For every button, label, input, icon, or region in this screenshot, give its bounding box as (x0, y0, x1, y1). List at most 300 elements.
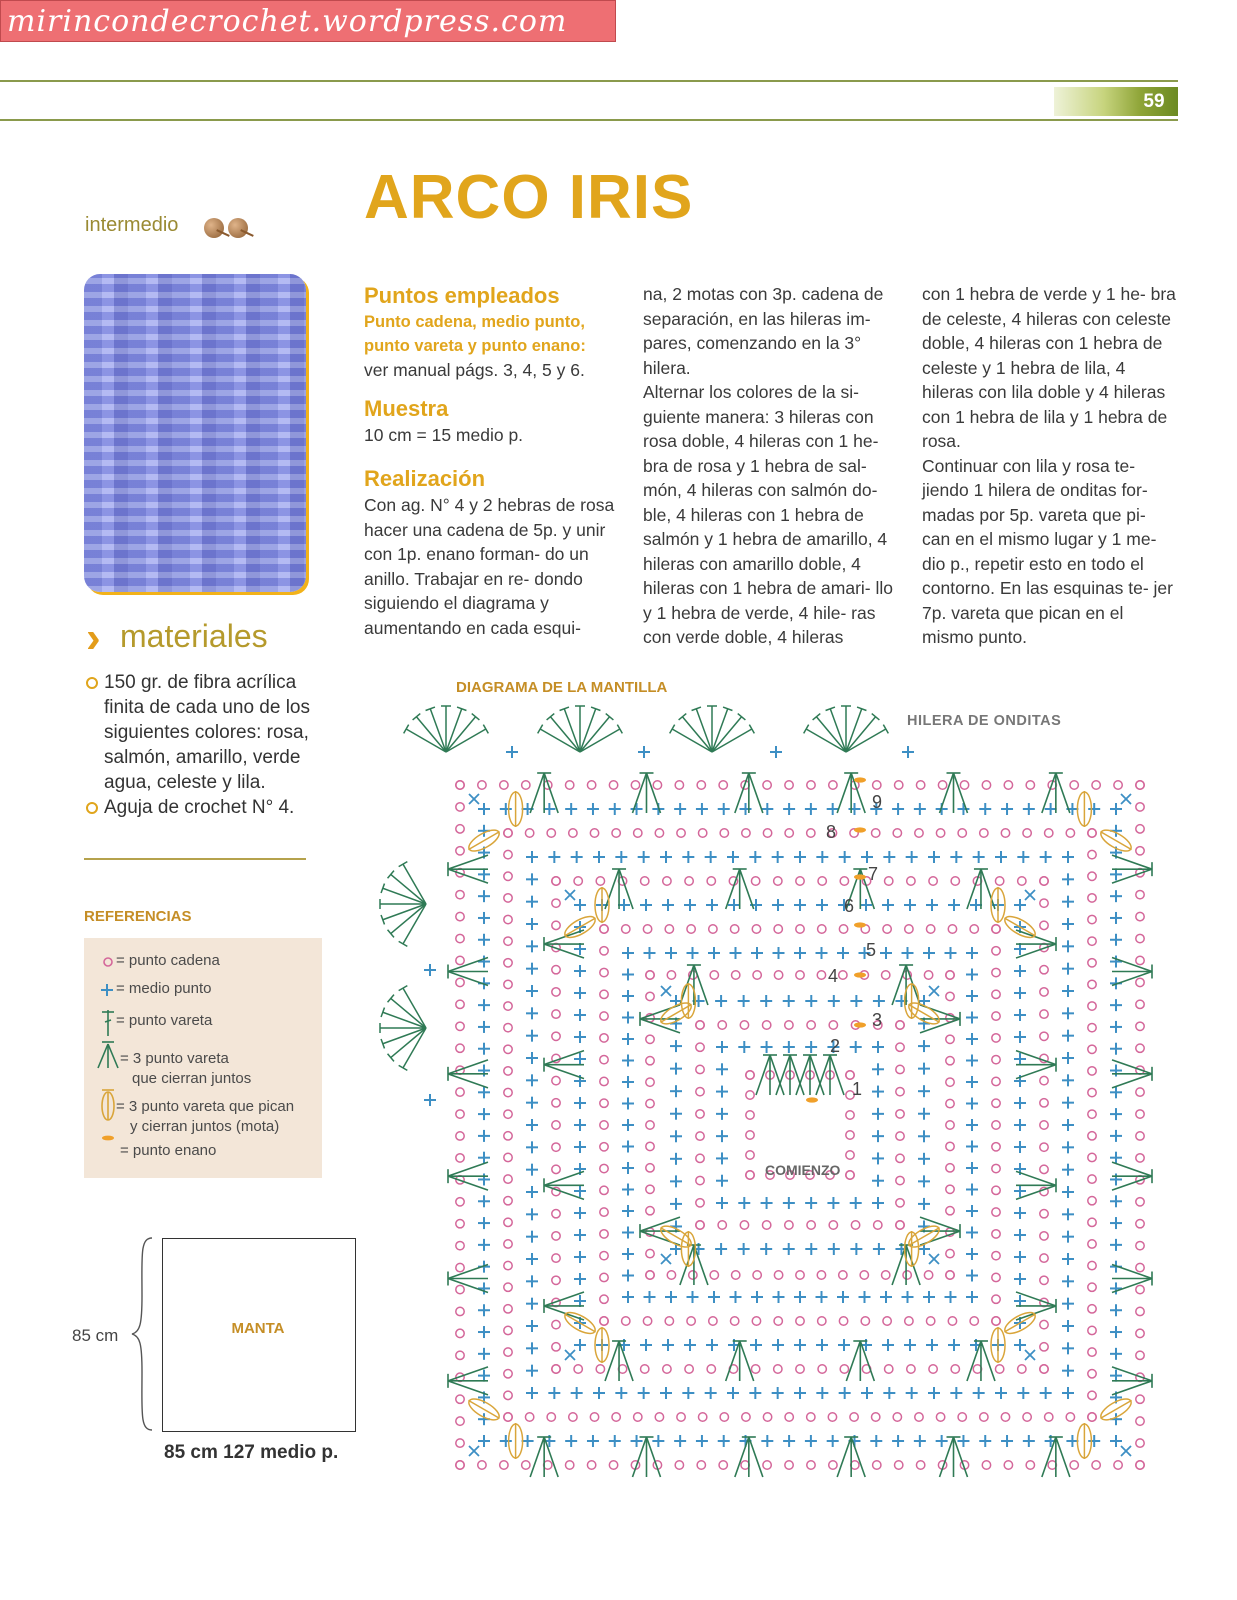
single-crochet-mark (902, 746, 914, 758)
chain-stitch (1040, 1143, 1048, 1151)
chain-stitch (992, 1121, 1000, 1129)
single-crochet-mark (478, 1021, 490, 1033)
chain-stitch (896, 1065, 904, 1073)
chain-stitch (456, 1351, 464, 1359)
chain-stitch (456, 1022, 464, 1030)
single-crochet-mark (1110, 868, 1122, 880)
single-crochet-mark (966, 1012, 978, 1024)
single-crochet-mark (872, 1130, 884, 1142)
chain-stitch (992, 968, 1000, 976)
chain-stitch (915, 829, 923, 837)
chain-stitch (1136, 803, 1144, 811)
single-crochet-mark (622, 1205, 634, 1217)
chain-stitch (552, 1165, 560, 1173)
chain-stitch (763, 829, 771, 837)
chain-stitch (1114, 1461, 1122, 1469)
single-crochet-mark (1040, 1387, 1052, 1399)
single-crochet-mark (827, 1435, 839, 1447)
single-crochet-mark (966, 1205, 978, 1217)
chain-stitch (839, 971, 847, 979)
chain-stitch (1136, 1417, 1144, 1425)
single-crochet-mark (772, 899, 784, 911)
single-crochet-mark (761, 1435, 773, 1447)
dc3tog-stitch (726, 869, 754, 909)
slip-stitch (854, 1022, 866, 1027)
chain-stitch (646, 1121, 654, 1129)
chain-stitch (1136, 912, 1144, 920)
single-crochet-mark (873, 995, 885, 1007)
chain-stitch (1040, 899, 1048, 907)
chain-stitch (850, 1413, 858, 1421)
chain-stitch (665, 1317, 673, 1325)
single-crochet-mark (574, 1097, 586, 1109)
chain-stitch (504, 937, 512, 945)
chain-stitch (456, 890, 464, 898)
chain-stitch (456, 1154, 464, 1162)
single-crochet-mark (526, 1119, 538, 1131)
chain-stitch (710, 1271, 718, 1279)
chain-stitch (970, 925, 978, 933)
chain-stitch (817, 971, 825, 979)
single-crochet-mark (638, 1387, 650, 1399)
single-crochet-mark (1062, 985, 1074, 997)
single-crochet-mark (1062, 940, 1074, 952)
single-crochet-mark (750, 1339, 762, 1351)
single-crochet-mark (687, 947, 699, 959)
chain-stitch (905, 1317, 913, 1325)
single-crochet-mark (526, 873, 538, 885)
chain-stitch (600, 1208, 608, 1216)
single-crochet-mark (1062, 963, 1074, 975)
chain-stitch (677, 829, 685, 837)
single-crochet-mark (770, 746, 782, 758)
single-crochet-mark (966, 1119, 978, 1131)
chain-stitch (742, 1413, 750, 1421)
single-crochet-mark (773, 1291, 785, 1303)
chain-stitch (840, 1365, 848, 1373)
chain-stitch (742, 829, 750, 837)
chain-stitch (698, 829, 706, 837)
chain-stitch (663, 877, 671, 885)
single-crochet-mark (526, 851, 538, 863)
chain-stitch (992, 1164, 1000, 1172)
chain-stitch (1136, 1241, 1144, 1249)
chain-stitch (980, 829, 988, 837)
single-crochet-mark (816, 1291, 828, 1303)
section-text: Continuar con lila y rosa te- jiendo 1 hilera de onditas for- madas por 5p. vareta que pi- can en el mismo lugar y 1 me- dio p., repetir esto en todo el contorno. En las esquinas te- jer 7p. vareta que pican en el mismo punto. (922, 455, 1173, 647)
chain-stitch (785, 1021, 793, 1029)
chain-stitch (504, 1370, 512, 1378)
chain-stitch (1040, 988, 1048, 996)
chain-stitch (774, 1271, 782, 1279)
single-crochet-mark (478, 868, 490, 880)
chain-stitch (687, 1317, 695, 1325)
single-crochet-mark (526, 1365, 538, 1377)
single-crochet-mark (1062, 1141, 1074, 1153)
chain-stitch (995, 1365, 1003, 1373)
chain-stitch (1136, 978, 1144, 986)
single-crochet-mark (805, 995, 817, 1007)
single-crochet-mark (574, 1053, 586, 1065)
single-crochet-mark (751, 947, 763, 959)
chain-stitch (992, 1143, 1000, 1151)
chain-stitch (456, 1329, 464, 1337)
single-crochet-mark (873, 1243, 885, 1255)
chain-stitch (829, 1221, 837, 1229)
dc3tog-stitch (726, 1341, 754, 1381)
chain-stitch (646, 1185, 654, 1193)
chain-stitch (1040, 1076, 1048, 1084)
ref-dc3tog-2: que cierran juntos (132, 1070, 252, 1087)
chain-stitch (1088, 829, 1096, 837)
single-crochet-mark (966, 1162, 978, 1174)
single-crochet-mark (574, 1273, 586, 1285)
chain-stitch (746, 1171, 754, 1179)
single-crochet-mark (906, 851, 918, 863)
chain-stitch (982, 781, 990, 789)
single-crochet-mark (1014, 1141, 1026, 1153)
single-crochet-mark (882, 1339, 894, 1351)
chain-stitch (1088, 1261, 1096, 1269)
chain-stitch (1040, 1032, 1048, 1040)
single-crochet-mark (966, 1055, 978, 1067)
chain-stitch (552, 1032, 560, 1040)
chain-stitch (643, 925, 651, 933)
chain-stitch (1088, 872, 1096, 880)
single-crochet-mark (1062, 896, 1074, 908)
chain-stitch (763, 1461, 771, 1469)
single-crochet-mark (1110, 1370, 1122, 1382)
row-number: 5 (866, 940, 877, 960)
ref-mota: = 3 punto vareta que pican (116, 1098, 295, 1115)
single-crochet-mark (727, 851, 739, 863)
chain-stitch (774, 877, 782, 885)
dc3tog-stitch (837, 1437, 865, 1477)
chain-stitch (653, 781, 661, 789)
chain-stitch (600, 1055, 608, 1063)
increase-mark (661, 986, 671, 996)
chain-stitch (763, 1413, 771, 1421)
single-crochet-mark (1062, 1231, 1074, 1243)
chain-stitch (992, 1295, 1000, 1303)
chain-stitch (762, 1221, 770, 1229)
single-crochet-mark (728, 899, 740, 911)
chain-stitch (746, 1131, 754, 1139)
single-crochet-mark (716, 1063, 728, 1075)
dc3tog-stitch (920, 1005, 960, 1033)
single-crochet-mark (918, 1175, 930, 1187)
section-text: ver manual págs. 3, 4, 5 y 6. (364, 360, 585, 380)
single-crochet-mark (794, 851, 806, 863)
row-number: 3 (872, 1010, 883, 1030)
chain-stitch (785, 1461, 793, 1469)
chain-stitch (504, 1261, 512, 1269)
single-crochet-mark (966, 1227, 978, 1239)
increase-mark (1025, 890, 1035, 900)
single-crochet-mark (979, 1435, 991, 1447)
single-crochet-mark (1110, 1130, 1122, 1142)
chain-stitch (696, 1087, 704, 1095)
chain-stitch (774, 971, 782, 979)
chain-stitch (456, 1439, 464, 1447)
chain-stitch (1136, 1154, 1144, 1162)
chain-stitch (907, 1365, 915, 1373)
chain-stitch (696, 1199, 704, 1207)
dc3tog-stitch (796, 1055, 824, 1095)
ref-slip: = punto enano (120, 1142, 217, 1159)
single-crochet-mark (478, 803, 490, 815)
single-crochet-mark (918, 1198, 930, 1210)
single-crochet-mark (622, 1033, 634, 1045)
single-crochet-mark (838, 1339, 850, 1351)
chain-stitch (1004, 781, 1012, 789)
single-crochet-mark (926, 1339, 938, 1351)
chain-stitch (707, 877, 715, 885)
single-crochet-mark (1110, 1195, 1122, 1207)
chain-stitch (590, 829, 598, 837)
chain-stitch (1136, 1220, 1144, 1228)
single-crochet-mark (574, 1031, 586, 1043)
shell-stitch (380, 862, 426, 947)
chain-stitch (456, 1241, 464, 1249)
dc3tog-stitch (1112, 855, 1152, 883)
chain-stitch (1088, 915, 1096, 923)
single-crochet-mark (749, 1387, 761, 1399)
chain-stitch (752, 925, 760, 933)
chain-stitch (1040, 1232, 1048, 1240)
chain-stitch (1040, 1165, 1048, 1173)
single-crochet-mark (1062, 1186, 1074, 1198)
single-crochet-mark (478, 1326, 490, 1338)
single-crochet-mark (478, 1086, 490, 1098)
chain-stitch (936, 829, 944, 837)
chain-stitch (646, 1057, 654, 1065)
single-crochet-mark (1014, 899, 1026, 911)
single-crochet-mark (526, 1320, 538, 1332)
chain-stitch (915, 1413, 923, 1421)
chain-stitch (1088, 1240, 1096, 1248)
single-crochet-mark (565, 803, 577, 815)
single-crochet-mark (622, 990, 634, 1002)
single-crochet-mark (622, 1141, 634, 1153)
row-number: 6 (844, 896, 855, 916)
chain-stitch (774, 925, 782, 933)
single-crochet-mark (622, 969, 634, 981)
single-crochet-mark (424, 1094, 436, 1106)
single-crochet-mark (872, 1175, 884, 1187)
single-crochet-mark (574, 899, 586, 911)
manta-label: MANTA (231, 1320, 285, 1337)
single-crochet-mark (966, 1098, 978, 1110)
chain-stitch (504, 915, 512, 923)
dc3tog-stitch (680, 1245, 708, 1285)
chain-stitch (696, 1154, 704, 1162)
single-crochet-mark (783, 995, 795, 1007)
difficulty-level: intermedio (85, 214, 179, 236)
chain-stitch (818, 877, 826, 885)
chain-stitch (663, 1365, 671, 1373)
chain-stitch (752, 1317, 760, 1325)
single-crochet-mark (1001, 803, 1013, 815)
chain-stitch (600, 1230, 608, 1238)
chain-stitch (504, 1348, 512, 1356)
chain-stitch (587, 781, 595, 789)
chain-stitch (552, 1121, 560, 1129)
single-crochet-mark (670, 1085, 682, 1097)
chain-stitch (1136, 1022, 1144, 1030)
chain-stitch (456, 781, 464, 789)
single-crochet-mark (914, 1435, 926, 1447)
single-crochet-mark (622, 1291, 634, 1303)
chain-stitch (1088, 1218, 1096, 1226)
chain-stitch (504, 1218, 512, 1226)
dc3tog-stitch (1016, 930, 1056, 958)
chain-stitch (896, 1087, 904, 1095)
shell-stitch (670, 706, 755, 752)
single-crochet-mark (761, 1041, 773, 1053)
single-crochet-mark (674, 803, 686, 815)
single-crochet-mark (500, 1435, 512, 1447)
chain-stitch (504, 1283, 512, 1291)
chain-stitch (872, 829, 880, 837)
single-crochet-mark (872, 1041, 884, 1053)
section-heading: Realización (364, 466, 486, 491)
single-crochet-mark (1062, 1030, 1074, 1042)
chain-stitch (846, 1171, 854, 1179)
single-crochet-mark (526, 1097, 538, 1109)
single-crochet-mark (548, 851, 560, 863)
single-crochet-mark (883, 1387, 895, 1399)
chain-stitch (565, 1461, 573, 1469)
row-number: 1 (852, 1079, 863, 1099)
chain-stitch (697, 781, 705, 789)
chain-stitch (746, 1151, 754, 1159)
chain-stitch (478, 1461, 486, 1469)
chain-stitch (903, 1271, 911, 1279)
chain-stitch (600, 1121, 608, 1129)
single-crochet-mark (827, 803, 839, 815)
chain-stitch (596, 877, 604, 885)
chain-stitch (730, 1317, 738, 1325)
chain-stitch (504, 1045, 512, 1053)
single-crochet-mark (644, 1291, 656, 1303)
chain-stitch (1136, 1329, 1144, 1337)
chain-stitch (929, 1365, 937, 1373)
chain-stitch (719, 1461, 727, 1469)
chain-stitch (1040, 1210, 1048, 1218)
row-number: 7 (868, 864, 879, 884)
chain-stitch (995, 877, 1003, 885)
single-crochet-mark (966, 1248, 978, 1260)
page-title: ARCO IRIS (364, 163, 694, 232)
single-crochet-mark (478, 1130, 490, 1142)
chain-stitch (982, 1461, 990, 1469)
single-crochet-mark (565, 1435, 577, 1447)
chain-stitch (1136, 1110, 1144, 1118)
chain-stitch (807, 1021, 815, 1029)
chain-stitch (746, 1071, 754, 1079)
chain-stitch (456, 1417, 464, 1425)
single-crochet-mark (506, 746, 518, 758)
dc3tog-stitch (892, 965, 920, 1005)
chain-stitch (1004, 1461, 1012, 1469)
single-crochet-mark (850, 1243, 862, 1255)
single-crochet-mark (1040, 851, 1052, 863)
dc3tog-stitch (1112, 1367, 1152, 1395)
single-crochet-mark (948, 1339, 960, 1351)
chain-stitch (946, 1078, 954, 1086)
chain-stitch (829, 1021, 837, 1029)
chain-stitch (970, 1317, 978, 1325)
chain-stitch (574, 1365, 582, 1373)
single-crochet-mark (936, 1435, 948, 1447)
chain-stitch (951, 877, 959, 885)
dc3tog-stitch (1016, 1171, 1056, 1199)
single-crochet-mark (966, 1141, 978, 1153)
chain-stitch (774, 1365, 782, 1373)
single-crochet-mark (738, 995, 750, 1007)
chain-stitch (885, 1365, 893, 1373)
single-crochet-mark (1110, 1108, 1122, 1120)
section-heading: Muestra (364, 395, 449, 421)
single-crochet-mark (872, 1063, 884, 1075)
chain-stitch (522, 1461, 530, 1469)
chain-stitch (774, 1317, 782, 1325)
single-crochet-mark (1062, 1253, 1074, 1265)
single-crochet-mark (574, 1229, 586, 1241)
single-crochet-mark (1014, 965, 1026, 977)
chain-stitch (609, 1461, 617, 1469)
chain-stitch (504, 1197, 512, 1205)
single-crochet-mark (478, 1173, 490, 1185)
single-crochet-mark (548, 1387, 560, 1399)
single-crochet-mark (424, 964, 436, 976)
single-crochet-mark (478, 934, 490, 946)
dc3tog-stitch (1112, 1060, 1152, 1088)
single-crochet-mark (715, 1243, 727, 1255)
single-crochet-mark (615, 851, 627, 863)
single-crochet-mark (738, 1041, 750, 1053)
single-crochet-mark (1014, 1009, 1026, 1021)
chain-stitch (655, 1413, 663, 1421)
single-crochet-mark (805, 1243, 817, 1255)
single-crochet-mark (928, 1387, 940, 1399)
chain-stitch (807, 1413, 815, 1421)
single-crochet-mark (816, 899, 828, 911)
chain-stitch (992, 925, 1000, 933)
chain-stitch (552, 1254, 560, 1262)
single-crochet-mark (1110, 999, 1122, 1011)
chain-stitch (665, 925, 673, 933)
chain-stitch (929, 877, 937, 885)
single-crochet-mark (1014, 1053, 1026, 1065)
single-crochet-mark (966, 1291, 978, 1303)
chain-stitch (1088, 1197, 1096, 1205)
chain-stitch (882, 971, 890, 979)
single-crochet-mark (622, 947, 634, 959)
single-crochet-mark (837, 947, 849, 959)
shell-stitch (380, 986, 426, 1071)
single-crochet-mark (1062, 1164, 1074, 1176)
chain-stitch (882, 1271, 890, 1279)
single-crochet-mark (478, 890, 490, 902)
single-crochet-mark (966, 969, 978, 981)
chain-stitch (1040, 1343, 1048, 1351)
chain-stitch (709, 925, 717, 933)
single-crochet-mark (1014, 1251, 1026, 1263)
chain-stitch (1018, 877, 1026, 885)
single-crochet-mark (622, 1119, 634, 1131)
